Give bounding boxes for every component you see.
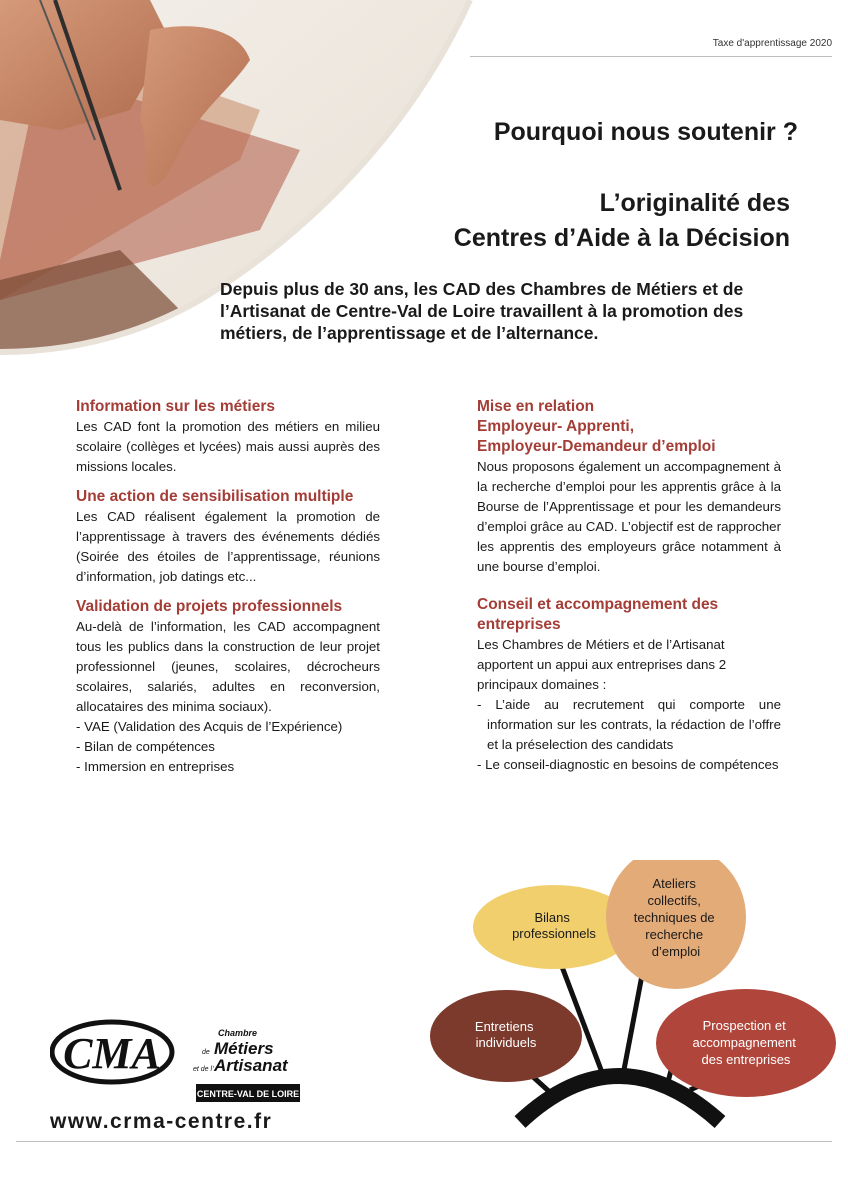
section-body: Nous proposons également un accompagnement à la recherche d’emploi pour les apprentis grâce à la Bourse de l’Apprentissage et pour les demandeurs d’emploi grâce au CAD. L’objectif est de rapprocher les apprentis des employeurs grâce notamment à une bourse d’emploi. <box>477 459 781 574</box>
bullet-list <box>477 695 781 775</box>
list-item: - Bilan de compétences <box>76 739 215 754</box>
bubble-entretiens-label: Entretiens individuels <box>474 1019 537 1050</box>
top-rule <box>470 56 832 57</box>
subtitle-line-2: Centres d’Aide à la Décision <box>453 224 790 252</box>
region-badge: CENTRE-VAL DE LOIRE <box>196 1089 300 1099</box>
bullet-list <box>76 717 380 777</box>
section-body: Les CAD font la promotion des métiers en milieu scolaire (collèges et lycées) mais aussi auprès des missions locales. <box>76 419 380 474</box>
section-body: Au-delà de l’information, les CAD accompagnent tous les publics dans la construction de leur projet professionnel (jeunes, scolaires, décrocheurs scolaires, salariés, adultes en reconversion, allocataires des minima sociaux). <box>76 619 380 714</box>
connector-line <box>623 970 643 1075</box>
list-item: - L’aide au recrutement qui comporte une information sur les contrats, la rédaction de l’offre et la préselection des candidats <box>477 697 781 752</box>
list-item: - VAE (Validation des Acquis de l’Expérience) <box>76 719 343 734</box>
section-body: Les Chambres de Métiers et de l’Artisanat apportent un appui aux entreprises dans 2 principaux domaines : <box>477 637 727 692</box>
list-item: - Immersion en entreprises <box>76 759 235 774</box>
services-diagram <box>428 860 838 1130</box>
logo-artisanat: Artisanat <box>214 1056 288 1075</box>
right-column <box>477 397 781 775</box>
intro-paragraph: Depuis plus de 30 ans, les CAD des Chambres de Métiers et de l’Artisanat de Centre-Val de Loire travaillent à la promotion des métiers, de l’apprentissage et de l’alternance. <box>220 279 744 343</box>
logo-chambre: Chambre <box>218 1028 258 1038</box>
bubble-ateliers-label: Ateliers collectifs, techniques de recherche d’emploi <box>633 876 715 959</box>
website-link[interactable]: www.crma-centre.fr <box>50 1110 273 1133</box>
bottom-rule <box>16 1141 832 1142</box>
logo-et-de: et de l’ <box>193 1066 214 1073</box>
left-column <box>76 397 380 777</box>
section-title: Une action de sensibilisation multiple <box>76 488 354 505</box>
logo-de: de <box>202 1049 210 1056</box>
page-title: Pourquoi nous soutenir ? <box>493 118 798 146</box>
list-item: - Le conseil-diagnostic en besoins de compétences <box>477 757 779 772</box>
section-title-line: Employeur- Apprenti, <box>477 418 635 435</box>
bubble-bilans-label: Bilans professionnels <box>512 910 596 941</box>
section-title <box>477 397 781 457</box>
section-title: Validation de projets professionnels <box>76 598 343 615</box>
cma-logo <box>50 1018 320 1108</box>
document-tag: Taxe d'apprentissage 2020 <box>712 38 832 49</box>
logo-metiers: Métiers <box>214 1039 274 1058</box>
section-title-line: Employeur-Demandeur d’emploi <box>477 438 716 455</box>
logo-letters: CMA <box>63 1029 161 1078</box>
bubble-prospection-label: Prospection et accompagnement des entreprises <box>692 1018 796 1067</box>
section-title-line: Mise en relation <box>477 398 595 415</box>
section-title: Information sur les métiers <box>76 398 275 415</box>
section-title: Conseil et accompagnement des entreprises <box>477 596 719 633</box>
section-body: Les CAD réalisent également la promotion de l’apprentissage à travers des événements dédiés (Soirée des étoiles de l’apprentissage, réunions d’information, job datings etc... <box>76 509 380 584</box>
subtitle-line-1: L’originalité des <box>599 189 790 217</box>
page-subtitle <box>454 186 790 256</box>
